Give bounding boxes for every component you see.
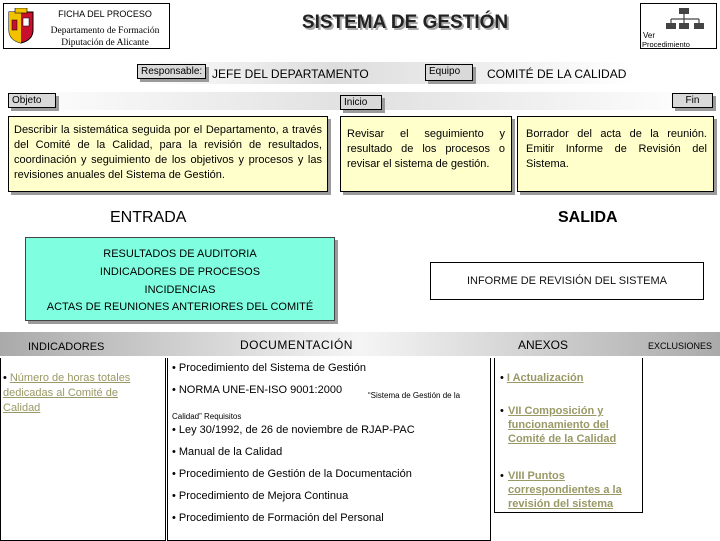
- entrada-item: RESULTADOS DE AUDITORIA: [103, 248, 257, 260]
- anexos-item[interactable]: [500, 469, 638, 511]
- entrada-item: INDICADORES DE PROCESOS: [99, 266, 261, 278]
- fin-label: Fin: [672, 93, 713, 108]
- doc-item: • Ley 30/1992, de 26 de noviembre de RJAP-PAC: [172, 424, 415, 436]
- anexo-link-puntos[interactable]: VIII Puntos correspondientes a la revisión del sistema: [508, 470, 622, 510]
- fin-box: [517, 116, 714, 192]
- header-left-box: [3, 3, 170, 49]
- entrada-box: [25, 237, 335, 321]
- doc-item: • Procedimiento del Sistema de Gestión: [172, 362, 366, 374]
- entrada-title: ENTRADA: [110, 209, 187, 226]
- objeto-text: Describir la sistemática seguida por el Departamento, a través del Comité de la Calidad, para la revisión de resultados, coordinación y seguimiento de los objetivos y procesos y las revisiones anuales del Sistema de Gestión.: [14, 124, 322, 181]
- doc-item: • NORMA UNE-EN-ISO 9001:2000: [172, 384, 487, 396]
- coat-of-arms-icon: [7, 8, 35, 44]
- salida-title: SALIDA: [558, 209, 618, 226]
- bottom-band: [0, 332, 720, 356]
- org-chart-icon: [665, 7, 705, 38]
- salida-text: INFORME DE REVISIÓN DEL SISTEMA: [466, 275, 668, 287]
- doc-item: • Procedimiento de Gestión de la Documentación: [172, 468, 412, 480]
- page-title: SISTEMA DE GESTIÓN: [301, 12, 509, 33]
- entrada-item: INCIDENCIAS: [144, 284, 216, 296]
- anexos-item[interactable]: [500, 404, 638, 446]
- inicio-text: Revisar el seguimiento y resultado de los procesos o revisar el sistema de gestión.: [347, 128, 505, 170]
- ver-label: Ver: [643, 31, 656, 40]
- salida-box: [430, 262, 704, 300]
- indicadores-item: [3, 371, 153, 416]
- bullet-icon: [3, 372, 10, 384]
- responsable-value: JEFE DEL DEPARTAMENTO: [212, 67, 369, 81]
- exclusiones-title: EXCLUSIONES: [648, 341, 713, 351]
- doc-item: • Procedimiento de Formación del Personal: [172, 512, 384, 524]
- documentacion-title: DOCUMENTACIÓN: [240, 338, 353, 352]
- doc-item: • Manual de la Calidad: [172, 446, 282, 458]
- anexos-title: ANEXOS: [518, 338, 569, 352]
- anexo-link-actualizacion[interactable]: I Actualización: [506, 372, 584, 384]
- ficha-label: FICHA DEL PROCESO: [58, 9, 152, 19]
- ver-procedimiento-box[interactable]: [640, 3, 717, 49]
- indicadores-title: INDICADORES: [28, 341, 105, 353]
- equipo-value: COMITÉ DE LA CALIDAD: [487, 67, 627, 81]
- indicadores-text: Número de horas totales dedicadas al Comité de Calidad: [3, 372, 131, 414]
- objeto-box: [8, 116, 328, 192]
- procedimiento-label: Procedimiento: [642, 40, 690, 49]
- doc-item-norma-title: “Sistema de Gestión de la Calidad” Requisitos: [172, 391, 461, 421]
- inicio-label: Inicio: [340, 95, 382, 110]
- equipo-label: Equipo: [425, 64, 473, 81]
- entrada-item: ACTAS DE REUNIONES ANTERIORES DEL COMITÉ: [46, 301, 314, 313]
- department-line2: Diputación de Alicante: [61, 38, 149, 48]
- fin-text: Borrador del acta de la reunión. Emitir Informe de Revisión del Sistema.: [526, 128, 707, 170]
- doc-item: • Procedimiento de Mejora Continua: [172, 490, 348, 502]
- anexo-link-composicion[interactable]: VII Composición y funcionamiento del Comité de la Calidad: [508, 405, 617, 445]
- anexos-item[interactable]: [500, 371, 638, 385]
- responsable-label: Responsable:: [137, 64, 206, 79]
- department-line1: Departamento de Formación: [50, 26, 160, 36]
- objeto-label: Objeto: [8, 93, 56, 108]
- inicio-box: [340, 116, 512, 192]
